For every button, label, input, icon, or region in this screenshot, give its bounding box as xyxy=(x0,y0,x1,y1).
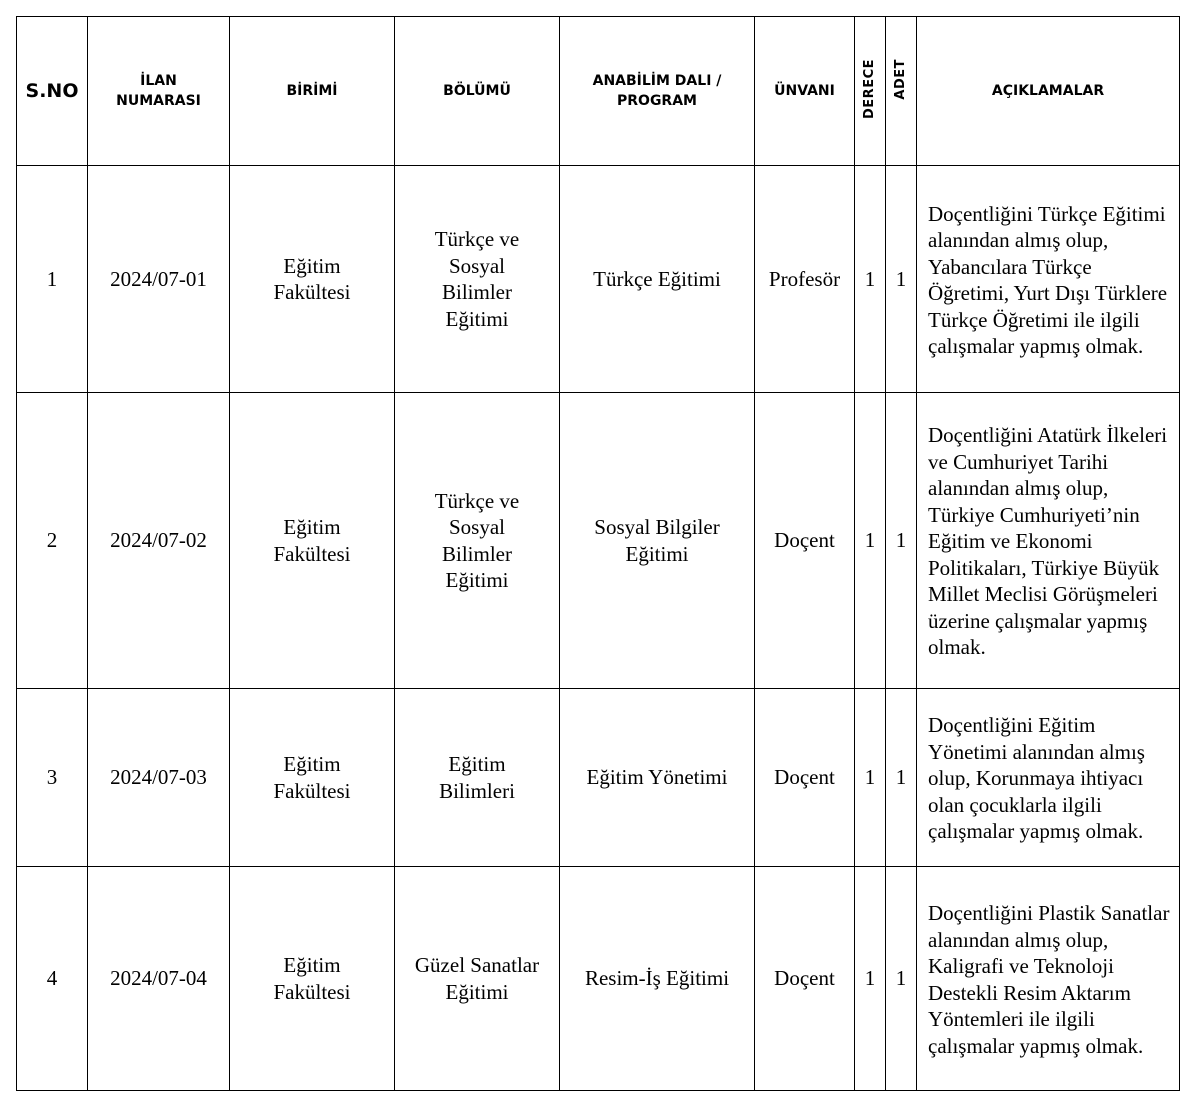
cell-birimi: Eğitim Fakültesi xyxy=(230,689,395,867)
cell-aciklama: Doçentliğini Türkçe Eğitimi alanından almış olup, Yabancılara Türkçe Öğretimi, Yurt Dışı Türklere Türkçe Öğretimi ile ilgili çalışmalar yapmış olmak. xyxy=(917,166,1180,393)
cell-derece: 1 xyxy=(855,166,886,393)
cell-ilan-numarasi: 2024/07-01 xyxy=(88,166,230,393)
table-row xyxy=(17,166,1180,393)
table-row xyxy=(17,867,1180,1091)
header-birimi: BİRİMİ xyxy=(230,17,395,166)
cell-bolumu: Güzel Sanatlar Eğitimi xyxy=(395,867,560,1091)
cell-birimi: Eğitim Fakültesi xyxy=(230,393,395,689)
cell-adet: 1 xyxy=(886,166,917,393)
header-row xyxy=(17,17,1180,166)
cell-sno: 4 xyxy=(17,867,88,1091)
cell-bolumu: Türkçe ve Sosyal Bilimler Eğitimi xyxy=(395,393,560,689)
header-derece xyxy=(855,17,886,166)
header-sno: S.NO xyxy=(17,17,88,166)
cell-aciklama: Doçentliğini Eğitim Yönetimi alanından almış olup, Korunmaya ihtiyacı olan çocuklarla ilgili çalışmalar yapmış olmak. xyxy=(917,689,1180,867)
cell-birimi: Eğitim Fakültesi xyxy=(230,166,395,393)
cell-birimi: Eğitim Fakültesi xyxy=(230,867,395,1091)
cell-aciklama: Doçentliğini Plastik Sanatlar alanından almış olup, Kaligrafi ve Teknoloji Destekli Resim Aktarım Yöntemleri ile ilgili çalışmalar yapmış olmak. xyxy=(917,867,1180,1091)
cell-ilan-numarasi: 2024/07-04 xyxy=(88,867,230,1091)
position-listing-table xyxy=(16,16,1180,1091)
cell-bolumu: Eğitim Bilimleri xyxy=(395,689,560,867)
header-anabilim-dali: ANABİLİM DALI / PROGRAM xyxy=(560,17,755,166)
cell-sno: 2 xyxy=(17,393,88,689)
cell-anabilim-dali: Sosyal Bilgiler Eğitimi xyxy=(560,393,755,689)
cell-ilan-numarasi: 2024/07-02 xyxy=(88,393,230,689)
header-adet xyxy=(886,17,917,166)
cell-derece: 1 xyxy=(855,689,886,867)
cell-sno: 1 xyxy=(17,166,88,393)
cell-unvani: Doçent xyxy=(755,393,855,689)
table-body xyxy=(17,166,1180,1091)
cell-adet: 1 xyxy=(886,393,917,689)
header-derece-label: DERECE xyxy=(862,59,877,119)
cell-anabilim-dali: Eğitim Yönetimi xyxy=(560,689,755,867)
cell-sno: 3 xyxy=(17,689,88,867)
table-row xyxy=(17,689,1180,867)
header-unvani: ÜNVANI xyxy=(755,17,855,166)
cell-unvani: Profesör xyxy=(755,166,855,393)
table-header xyxy=(17,17,1180,166)
header-ilan-numarasi: İLAN NUMARASI xyxy=(88,17,230,166)
header-bolumu: BÖLÜMÜ xyxy=(395,17,560,166)
cell-aciklama: Doçentliğini Atatürk İlkeleri ve Cumhuriyet Tarihi alanından almış olup, Türkiye Cumhuriyeti’nin Eğitim ve Ekonomi Politikaları, Türkiye Büyük Millet Meclisi Görüşmeleri üzerine çalışmalar yapmış olmak. xyxy=(917,393,1180,689)
table-row xyxy=(17,393,1180,689)
cell-anabilim-dali: Türkçe Eğitimi xyxy=(560,166,755,393)
cell-unvani: Doçent xyxy=(755,689,855,867)
cell-bolumu: Türkçe ve Sosyal Bilimler Eğitimi xyxy=(395,166,560,393)
cell-ilan-numarasi: 2024/07-03 xyxy=(88,689,230,867)
cell-adet: 1 xyxy=(886,689,917,867)
cell-derece: 1 xyxy=(855,867,886,1091)
cell-unvani: Doçent xyxy=(755,867,855,1091)
cell-derece: 1 xyxy=(855,393,886,689)
cell-adet: 1 xyxy=(886,867,917,1091)
header-adet-label: ADET xyxy=(893,59,908,100)
cell-anabilim-dali: Resim-İş Eğitimi xyxy=(560,867,755,1091)
header-aciklamalar: AÇIKLAMALAR xyxy=(917,17,1180,166)
